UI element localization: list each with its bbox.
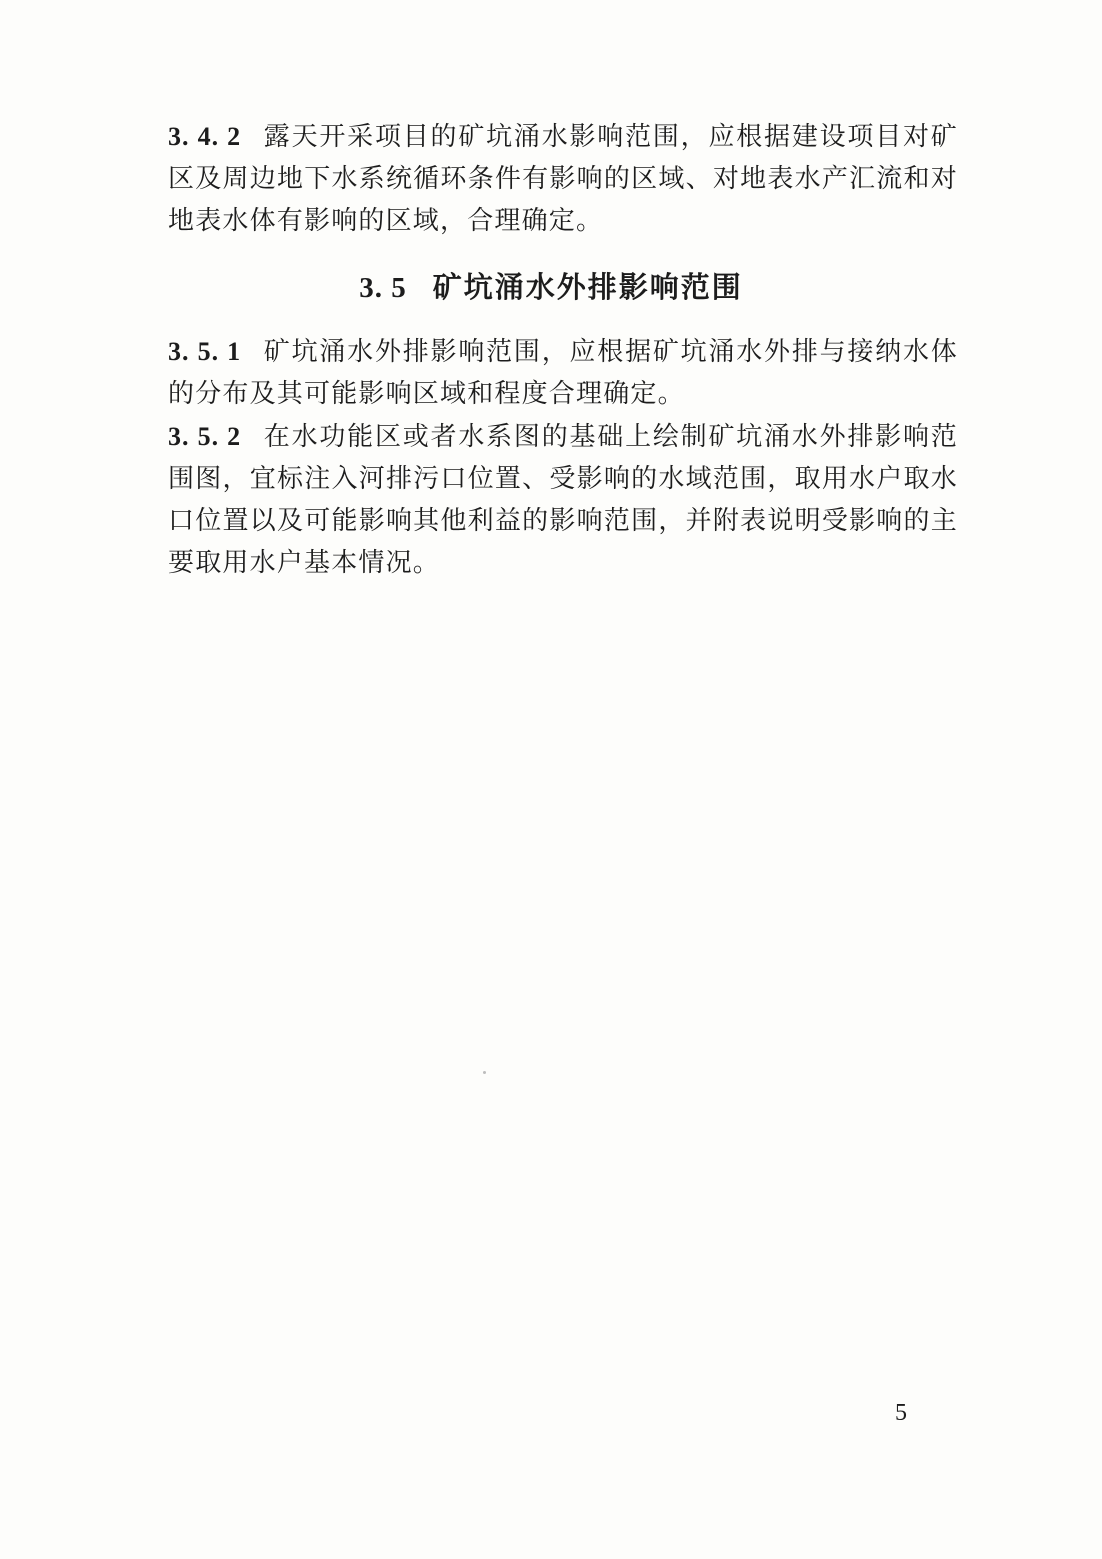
- page-number: 5: [895, 1400, 907, 1426]
- clause-text: 在水功能区或者水系图的基础上绘制矿坑涌水外排影响范围图，宜标注入河排污口位置、受影响的水域范围，取用水户取水口位置以及可能影响其他利益的影响范围，并附表说明受影响的主要取用水户基本情况。: [168, 422, 958, 578]
- section-number: 3. 5: [359, 272, 407, 304]
- clause-number: 3. 4. 2: [168, 122, 242, 151]
- section-title: 矿坑涌水外排影响范围: [432, 270, 743, 304]
- clause-3-5-2: [168, 416, 958, 584]
- scan-speck: [483, 1071, 486, 1074]
- clause-3-4-2: [168, 116, 958, 242]
- section-heading: [0, 262, 1102, 313]
- clause-text: 露天开采项目的矿坑涌水影响范围，应根据建设项目对矿区及周边地下水系统循环条件有影响的区域、对地表水产汇流和对地表水体有影响的区域，合理确定。: [168, 122, 958, 236]
- clause-number: 3. 5. 1: [168, 337, 242, 366]
- clause-3-5-1: [168, 331, 958, 415]
- clause-text: 矿坑涌水外排影响范围，应根据矿坑涌水外排与接纳水体的分布及其可能影响区域和程度合理确定。: [168, 337, 958, 409]
- clause-number: 3. 5. 2: [168, 422, 242, 451]
